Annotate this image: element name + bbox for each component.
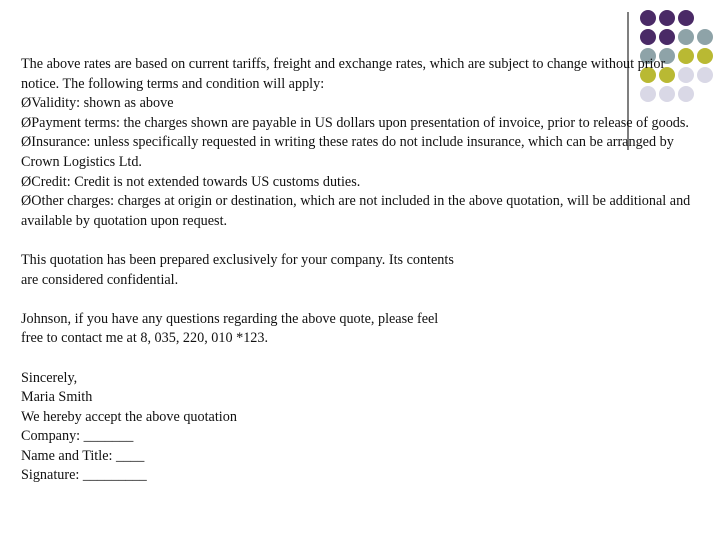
contact-line-1: Johnson, if you have any questions regarding the above quote, please feel xyxy=(21,310,439,327)
confidential-line-1: This quotation has been prepared exclusively for your company. Its contents xyxy=(21,251,454,268)
term-insurance: Ø Insurance: unless specifically requested in writing these rates do not include insurance, which can be arranged by Crown Logistics Ltd. xyxy=(21,133,696,172)
quotation-terms-document xyxy=(21,55,696,486)
sender-name: Maria Smith xyxy=(21,389,93,406)
confidential-line-2: are considered confidential. xyxy=(21,271,179,288)
decorative-dot xyxy=(678,29,694,45)
acceptance-statement: We hereby accept the above quotation xyxy=(21,408,237,425)
contact-line-2: free to contact me at 8, 035, 220, 010 *123. xyxy=(21,330,269,347)
term-other-charges: Ø Other charges: charges at origin or destination, which are not included in the above quotation, will be additional and available by quotation upon request. xyxy=(21,192,696,231)
company-field: Company: _______ xyxy=(21,428,134,445)
decorative-dot xyxy=(678,10,694,26)
decorative-dot xyxy=(697,67,713,83)
decorative-dot xyxy=(659,10,675,26)
term-payment: Ø Payment terms: the charges shown are payable in US dollars upon presentation of invoice, prior to release of goods. xyxy=(21,114,696,134)
decorative-dot xyxy=(659,29,675,45)
name-title-field: Name and Title: ____ xyxy=(21,447,145,464)
salutation: Sincerely, xyxy=(21,369,78,386)
decorative-dot xyxy=(697,29,713,45)
signature-field: Signature: _________ xyxy=(21,467,147,484)
decorative-dot xyxy=(697,48,713,64)
term-credit: Ø Credit: Credit is not extended towards US customs duties. xyxy=(21,173,696,193)
decorative-dot xyxy=(640,10,656,26)
terms-intro: The above rates are based on current tariffs, freight and exchange rates, which are subject to change without prior notice. The following terms and condition will apply: xyxy=(21,56,666,92)
decorative-dot xyxy=(640,29,656,45)
term-validity: Ø Validity: shown as above xyxy=(21,94,696,114)
